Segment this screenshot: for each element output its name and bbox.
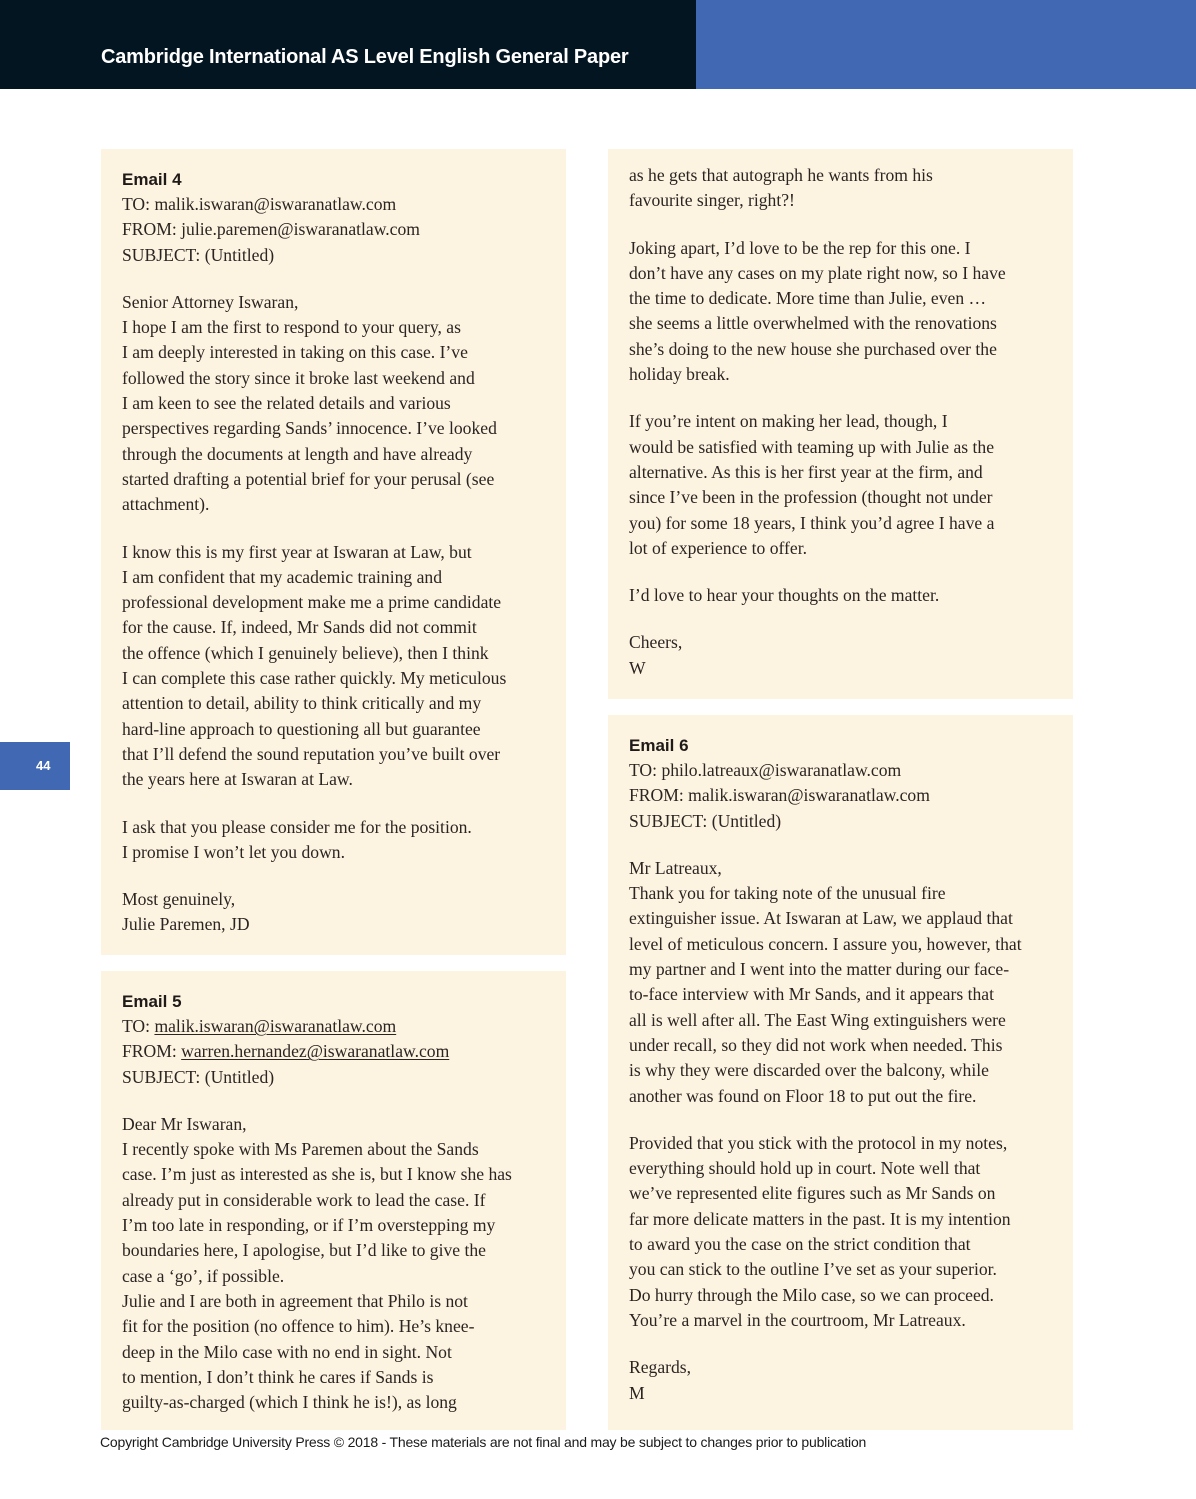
email-from-address: malik.iswaran@iswaranatlaw.com <box>688 785 930 806</box>
email-from-address: julie.paremen@iswaranatlaw.com <box>181 219 420 240</box>
email-paragraph: Joking apart, I’d love to be the rep for this one. I don’t have any cases on my plate right now, so I have the time to dedicate. More time than Julie, even … she seems a little overwhelmed with the renovations she’s doing to the new house she purchased over the holiday break. <box>629 237 1006 385</box>
email-paragraph: I hope I am the first to respond to your query, as I am deeply interested in taking on this case. I’ve followed the story since it broke last weekend and I am keen to see the related details and various perspectives regarding Sands’ innocence. I’ve looked through the documents at length and have already started drafting a potential brief for your perusal (see attachment). <box>122 317 497 515</box>
email-from-line: FROM: julie.paremen@iswaranatlaw.com <box>122 219 420 240</box>
email-paragraph: I ask that you please consider me for the position. I promise I won’t let you down. <box>122 816 472 862</box>
email-to-address: malik.iswaran@iswaranatlaw.com <box>154 194 397 214</box>
email-signature: Julie Paremen, JD <box>122 914 250 935</box>
email-subject-line: SUBJECT: (Untitled) <box>122 1066 275 1087</box>
email-5-box <box>101 971 566 1430</box>
email-subject-line: SUBJECT: (Untitled) <box>629 810 782 831</box>
email-paragraph: I recently spoke with Ms Paremen about the Sands case. I’m just as interested as she is, but I know she has already put in considerable work to lead the case. If I’m too late in responding, or if I’m overstepping my boundaries here, I apologise, but I’d like to give the case a ‘go’, if possible. Julie and I are both in agreement that Philo is not fit for the position (no offence to him). He’s knee- deep in the Milo case with no end in sight. Not to mention, I don’t think he cares if Sands is guilty-as-charged (which I think he is!), as long <box>122 1139 512 1413</box>
page-number: 44 <box>36 758 51 773</box>
email-heading: Email 6 <box>629 736 689 755</box>
email-from-line: FROM: malik.iswaran@iswaranatlaw.com <box>629 785 930 806</box>
email-signature: M <box>629 1382 645 1403</box>
book-title: Cambridge International AS Level English General Paper <box>101 46 629 68</box>
email-heading: Email 4 <box>122 170 182 189</box>
copyright-footer: Copyright Cambridge University Press © 2018 - These materials are not final and may be subject to changes prior to publication <box>100 1434 867 1450</box>
email-from-link[interactable]: warren.hernandez@iswaranatlaw.com <box>181 1041 450 1062</box>
email-to-address: philo.latreaux@iswaranatlaw.com <box>661 760 902 780</box>
email-subject: (Untitled) <box>711 810 782 831</box>
email-paragraph: as he gets that autograph he wants from his favourite singer, right?! <box>629 165 933 211</box>
email-subject-line: SUBJECT: (Untitled) <box>122 244 275 265</box>
email-paragraph: Provided that you stick with the protocol in my notes, everything should hold up in court. Note well that we’ve represented elite figures such as Mr Sands on far more delicate matters in the past. It is my intention to award you the case on the strict condition that you can stick to the outline I’ve set as your superior. Do hurry through the Milo case, so we can proceed. You’re a marvel in the courtroom, Mr Latreaux. <box>629 1132 1011 1330</box>
email-signature: W <box>629 657 646 678</box>
email-to-link[interactable]: malik.iswaran@iswaranatlaw.com <box>154 1016 397 1036</box>
email-signoff: Most genuinely, <box>122 889 236 910</box>
email-to-line: TO: philo.latreaux@iswaranatlaw.com <box>629 760 902 780</box>
header-accent-block <box>696 0 1196 89</box>
email-paragraph: I’d love to hear your thoughts on the matter. <box>629 585 940 606</box>
email-paragraph: Thank you for taking note of the unusual fire extinguisher issue. At Iswaran at Law, we applaud that level of meticulous concern. I assure you, however, that my partner and I went into the matter during our face- to-face interview with Mr Sands, and it appears that all is well after all. The East Wing extinguishers were under recall, so they did not work when needed. This is why they were discarded over the balcony, while another was found on Floor 18 to put out the fire. <box>629 883 1022 1106</box>
header-bar <box>0 0 696 89</box>
email-from-line: FROM: warren.hernandez@iswaranatlaw.com <box>122 1041 450 1062</box>
email-paragraph: I know this is my first year at Iswaran at Law, but I am confident that my academic training and professional development make me a prime candidate for the cause. If, indeed, Mr Sands did not commit the offence (which I genuinely believe), then I think I can complete this case rather quickly. My meticulous attention to detail, ability to think critically and my hard-line approach to questioning all but guarantee that I’ll defend the sound reputation you’ve built over the years here at Iswaran at Law. <box>122 541 507 790</box>
email-5-continued-box <box>608 149 1073 699</box>
email-greeting: Senior Attorney Iswaran, <box>122 291 299 312</box>
email-greeting: Dear Mr Iswaran, <box>122 1113 247 1134</box>
email-greeting: Mr Latreaux, <box>629 857 722 878</box>
email-signoff: Regards, <box>629 1357 692 1378</box>
email-4-box <box>101 149 566 955</box>
page-number-tab <box>0 742 70 790</box>
email-to-line: TO: malik.iswaran@iswaranatlaw.com <box>122 194 397 214</box>
email-to-line: TO: malik.iswaran@iswaranatlaw.com <box>122 1016 397 1036</box>
email-6-box <box>608 715 1073 1430</box>
email-subject: (Untitled) <box>204 1066 275 1087</box>
email-subject: (Untitled) <box>204 244 275 265</box>
email-heading: Email 5 <box>122 992 182 1011</box>
email-signoff: Cheers, <box>629 632 683 653</box>
email-paragraph: If you’re intent on making her lead, though, I would be satisfied with teaming up with Julie as the alternative. As this is her first year at the firm, and since I’ve been in the profession (thought not under you) for some 18 years, I think you’d agree I have a lot of experience to offer. <box>629 411 995 558</box>
